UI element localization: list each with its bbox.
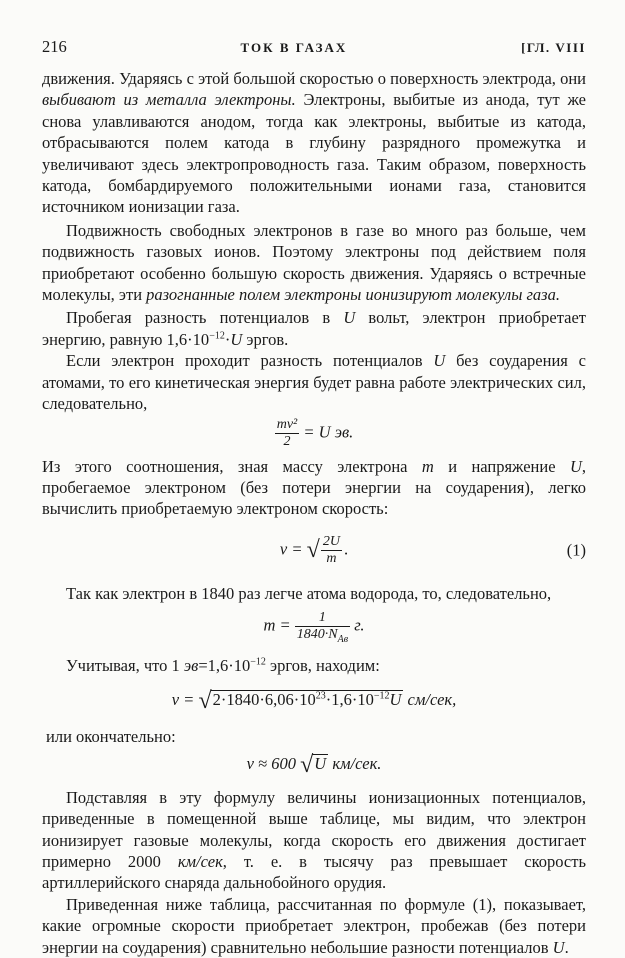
paragraph-2: Подвижность свободных электронов в газе во много раз больше, чем подвижность газовых ионов. Поэтому электроны под действием поля приобретают особенно большую скорость движения. Ударяясь о встречные молекулы, эти разогнанные полем электроны ионизируют молекулы газа. <box>42 220 586 305</box>
equation-mass: m = $\frac{1}{1840\cdot N_{Ав}}$ г. <box>263 610 365 645</box>
paragraph-1: движения. Ударяясь с этой большой скоростью о поверхность электрода, они выбивают из металла электроны. Электроны, выбитые из анода, тут же снова улавливаются анодом, тогда как электроны, выбитые из катода, отбрасываются полем катода в глубину разрядного промежутка и увеличивают здесь электропроводность газа. Таким образом, поверхность катода, бомбардируемого положительными ионами газа, становится источником ионизации газа. <box>42 69 586 217</box>
paragraph-3: Пробегая разность потенциалов в U вольт, электрон приобретает энергию, равную $1,6\cdot 10^{-12}\cdot U$ эргов. <box>42 308 586 349</box>
equation-velocity: v = √ $\frac{2U}{m}$ . (1) <box>279 533 586 566</box>
paragraph-5: Из этого соотношения, зная массу электрона m и напряжение U, пробегаемое электроном (без потери энергии на соударения), легко вычислить приобретаемую электроном скорость: <box>42 456 586 519</box>
paragraph-9: Подставляя в эту формулу величины ионизационных потенциалов, приведенные в помещенной выше таблице, мы видим, что электрон ионизирует газовые молекулы, когда скорость его движения достигает примерно 2000 км/сек, т. е. в тысячу раз превышает скорость артиллерийского снаряда дальнобойного орудия. <box>42 787 586 893</box>
paragraph-10: Приведенная ниже таблица, рассчитанная по формуле (1), показывает, какие огромные скорости приобретает электрон, пробежав (без потери энергии на соударения) сравнительно небольшие разности потенциалов U. <box>42 894 586 957</box>
running-title: ТОК В ГАЗАХ <box>240 40 348 55</box>
paragraph-6: Так как электрон в 1840 раз легче атома водорода, то, следовательно, <box>66 583 552 603</box>
paragraph-4: Если электрон проходит разность потенциалов U без соударения с атомами, то его кинетическая энергия будет равна работе электрических сил, следовательно, <box>42 351 586 414</box>
equation-number: (1) <box>566 540 586 560</box>
equation-full: $v = √2\cdot 1840\cdot 6,06\cdot 10^{23}\cdot 1,6\cdot 10^{-12}U$ см/сек, <box>171 687 457 714</box>
paragraph-7: Учитывая, что 1 $эв=1,6\cdot 10^{-12}$ эргов, находим: <box>66 656 380 676</box>
chapter-label: [ГЛ. VIII <box>521 40 586 55</box>
equation-energy: $\frac{\text{mv²}}{2}$ = U эв. <box>276 416 354 449</box>
book-page <box>42 36 586 958</box>
equation-final: v ≈ 600 √U км/сек. <box>246 752 382 779</box>
paragraph-8: или окончательно: <box>46 726 176 746</box>
running-header <box>42 36 586 62</box>
page-number: 216 <box>42 37 67 56</box>
